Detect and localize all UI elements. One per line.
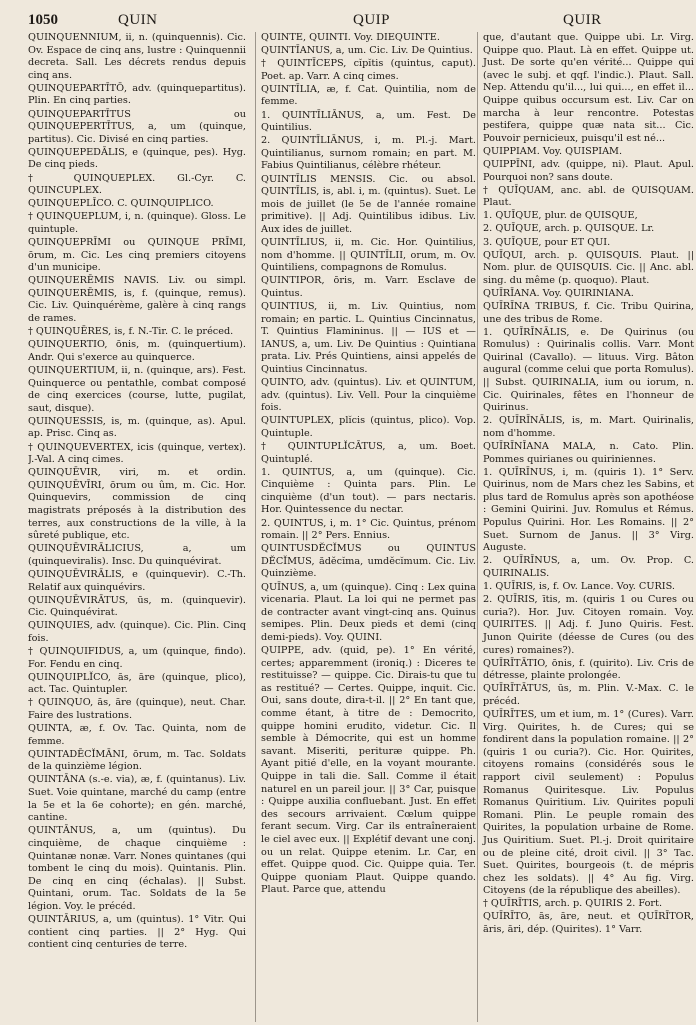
dictionary-entry: 2. QUINTĪLIĀNUS, i, m. Pl.-j. Mart. Quintilianus, surnom romain; en part. M. Fabius Quintilianus, célèbre rhéteur.	[261, 135, 476, 172]
column-middle	[255, 32, 476, 1022]
dictionary-entry: QUINTUSDĔCĬMUS ou QUINTUS DĔCĬMUS, ădĕcĭma, umdĕcĭmum. Cic. Liv. Quinzième.	[261, 543, 476, 580]
dictionary-entry: QUINQUIES, adv. (quinque). Cic. Plin. Cinq fois.	[28, 620, 246, 644]
dictionary-entry: QUĪQUI, arch. p. QUISQUIS. Plaut. || Nom. plur. de QUISQUIS. Cic. || Anc. abl. sing. du même (p. quoquo). Plaut.	[483, 249, 694, 286]
dictionary-entry: QUINQUIPLĬCO, ās, āre (quinque, plico), act. Tac. Quintupler.	[28, 671, 246, 696]
dictionary-entry: QUINQUĒVIRĀTUS, ūs, m. (quinquevir). Cic. Quinquévirat.	[28, 594, 246, 619]
dictionary-entry: † QUINQUIFIDUS, a, um (quinque, findo). For. Fendu en cinq.	[28, 646, 246, 670]
dictionary-entry: QUĪRĪTĀTIO, ōnis, f. (quirito). Liv. Cris de détresse, plainte prolongée.	[483, 657, 694, 682]
dictionary-entry: 1. QUINTĪLIĀNUS, a, um. Fest. De Quintilius.	[261, 109, 476, 134]
dictionary-entry: QUINTĪLIS MENSIS. Cic. ou absol. QUINTĪLIS, is, abl. i, m. (quintus). Suet. Le mois de juillet (le 5e de l'année romaine primitive). || Adj. Quintilibus idibus. Liv. Aux ides de juillet.	[261, 173, 476, 235]
dictionary-entry: QUINQUERTIUM, ii, n. (quinque, ars). Fest. Quinquerce ou pentathle, combat composé de cinq exercices (course, lutte, pugilat, saut, disque).	[28, 364, 246, 414]
dictionary-entry: QUINTĪLIA, æ, f. Cat. Quintilia, nom de femme.	[261, 83, 476, 108]
dictionary-entry: QUINTIPOR, ōris, m. Varr. Esclave de Quintus.	[261, 275, 476, 299]
dictionary-entry: QUINTA, æ, f. Ov. Tac. Quinta, nom de femme.	[28, 723, 246, 747]
dictionary-entry: † QUINQUEPLEX. Gl.-Cyr. C. QUINCUPLEX.	[28, 172, 246, 197]
dictionary-entry: † QUINQUEVERTEX, icis (quinque, vertex). J.-Val. A cinq cimes.	[28, 441, 246, 466]
dictionary-entry: 2. QUĪQUE, arch. p. QUISQUE. Lr.	[483, 223, 655, 235]
dictionary-entry: QUINQUEPARTĪTUS ou QUINQUEPERTĪTUS, a, um (quinque, partitus). Cic. Divisé en cinq parties.	[28, 108, 246, 145]
dictionary-entry: QUINQUĒVIRĀLIS, e (quinquevir). C.-Th. Relatif aux quinquévirs.	[28, 568, 246, 593]
dictionary-entry: QUINTĀRIUS, a, um (quintus). 1° Vitr. Qui contient cinq parties. || 2° Hyg. Qui contient cinq centuries de terre.	[28, 913, 246, 951]
dictionary-entry: que, d'autant que. Quippe ubi. Lr. Virg. Quippe quo. Plaut. Là en effet. Quippe ut. Just. De sorte qu'en vérité... Quippe qui (avec le subj. et qqf. l'indic.). Plaut. Sall. Nep. Attendu qu'il..., lui qui..., en effet il... Quippe quibus occursum est. Liv. Car on marcha à leur rencontre. Potestas pestifera, quippe quæ nata sit... Cic. Pouvoir pernicieux, puisqu'il est né...	[483, 32, 694, 144]
dictionary-entry: 1. QUĪRIS, is, f. Ov. Lance. Voy. CURIS.	[483, 581, 675, 593]
dictionary-entry: QUĪRĪTES, um et ium, m. 1° (Cures). Varr. Virg. Quirites, h. de Cures; qui se fondirent dans la population romaine. || 2° (quiris 1 ou curia?). Cic. Hor. Quirites, citoyens romains (considérés sous le rapport civil seulement) : Populus Romanus Quiritesque. Liv. Populus Romanus Quiritium. Liv. Quirites populi Romani. Plin. Le peuple romain des Quirites, la population urbaine de Rome. Jus Quiritium. Suet. Pl.-j. Droit quiritaire ou de pleine cité, droit civil. || 3° Tac. Suet. Quirites, bourgeois (t. de mépris chez les soldats). || 4° Au fig. Virg. Citoyens (de la république des abeilles).	[483, 708, 694, 897]
dictionary-entry: QUINQUĒVIR, viri, m. et ordin. QUINQUĒVĪRI, ōrum ou ûm, m. Cic. Hor. Quinquevirs, commission de cinq magistrats préposés à la distribution des terres, aux constructions de la ville, à la sûreté publique, etc.	[28, 467, 246, 542]
dictionary-entry: QUINTĀNUS, a, um (quintus). Du cinquième, de chaque cinquième : Quintanæ nonæ. Varr. Nones quintanes (qui tombent le cinq du mois). Quintanis. Plin. De cinq en cinq (échalas). || Subst. Quintani, orum. Tac. Soldats de la 5e légion. Voy. le précéd.	[28, 825, 246, 912]
dictionary-entry: 3. QUĪQUE, pour ET QUI.	[483, 236, 611, 248]
running-head-right: QUIR	[563, 12, 602, 28]
dictionary-entry: 2. QUĪRĪNUS, a, um. Ov. Prop. C. QUIRINALIS.	[483, 555, 694, 579]
dictionary-entry: QUINTE, QUINTI. Voy. DIEQUINTE.	[261, 32, 440, 43]
dictionary-entry: QUĪRĪTĀTUS, ūs, m. Plin. V.-Max. C. le précéd.	[483, 683, 694, 707]
dictionary-entry: 2. QUINTUS, i, m. 1° Cic. Quintus, prénom romain. || 2° Pers. Ennius.	[261, 517, 476, 542]
dictionary-entry: QUIPPIAM. Voy. QUISPIAM.	[483, 145, 623, 157]
dictionary-entry: QUĪRĪNĪANA MALA, n. Cato. Plin. Pommes quirianes ou quiriniennes.	[483, 441, 694, 465]
dictionary-entry: 1. QUĪRĪNĀLIS, e. De Quirinus (ou Romulus) : Quirinalis collis. Varr. Mont Quirinal (Cavallo). — lituus. Virg. Bâton augural (comme celui que porta Romulus). || Subst. QUIRINALIA, ium ou iorum, n. Cic. Quirinales, fêtes en l'honneur de Quirinus.	[483, 326, 694, 414]
dictionary-entry: QUINTUPLEX, plĭcis (quintus, plico). Vop. Quintuple.	[261, 415, 476, 439]
dictionary-entry: QUINTĪLIUS, ii, m. Cic. Hor. Quintilius, nom d'homme. || QUINTĪLII, orum, m. Ov. Quintiliens, compagnons de Romulus.	[261, 237, 476, 274]
dictionary-entry: QUĪRĪNA TRIBUS, f. Cic. Tribu Quirina, une des tribus de Rome.	[483, 300, 694, 325]
dictionary-entry: QUINTĀNA (s.-e. via), æ, f. (quintanus). Liv. Suet. Voie quintane, marché du camp (entre la 5e et la 6e cohorte); en gén. marché, cantine.	[28, 774, 246, 824]
column-left	[28, 32, 246, 1022]
dictionary-entry: QUIPPĪNI, adv. (quippe, ni). Plaut. Apul. Pourquoi non? sans doute.	[483, 158, 694, 183]
dictionary-entry: QUINQUEPEDĀLIS, e (quinque, pes). Hyg. De cinq pieds.	[28, 146, 246, 171]
dictionary-entry: QUINQUEPRĪMI ou QUINQUE PRĪMI, ōrum, m. Cic. Les cinq premiers citoyens d'un municipe.	[28, 237, 246, 274]
dictionary-entry: QUINQUERĒMIS NAVIS. Liv. ou simpl. QUINQUERĒMIS, is, f. (quinque, remus). Cic. Liv. Quinquérème, galère à cinq rangs de rames.	[28, 275, 246, 325]
dictionary-entry: QUINTO, adv. (quintus). Liv. et QUINTUM, adv. (quintus). Liv. Vell. Pour la cinquième fois.	[261, 377, 476, 414]
dictionary-entry: † QUĪRĪTIS, arch. p. QUIRIS 2. Fort.	[483, 898, 663, 910]
running-head-center: QUIP	[353, 12, 391, 28]
dictionary-entry: † QUINQUO, ās, āre (quinque), neut. Char. Faire des lustrations.	[28, 697, 246, 721]
dictionary-entry: QUINQUĒVIRĀLICIUS, a, um (quinqueviralis). Insc. Du quinquévirat.	[28, 543, 246, 567]
dictionary-entry: QUINTĪANUS, a, um. Cic. Liv. De Quintius.	[261, 45, 473, 57]
dictionary-entry: QUĪRĪANA. Voy. QUIRINIANA.	[483, 287, 634, 299]
dictionary-entry: 2. QUĪRĪNĀLIS, is, m. Mart. Quirinalis, nom d'homme.	[483, 415, 694, 439]
dictionary-entry: QUINQUEPLĪCO. C. QUINQUIPLICO.	[28, 198, 214, 210]
dictionary-entry: † QUINQUEPLUM, i, n. (quinque). Gloss. Le quintuple.	[28, 211, 246, 235]
page-number: 1050	[28, 12, 58, 28]
dictionary-entry: † QUINTUPLĬCĀTUS, a, um. Boet. Quintuplé.	[261, 441, 476, 465]
dictionary-entry: QUĪRĪTO, ās, āre, neut. et QUĪRĪTOR, āris, āri, dép. (Quirites). 1° Varr.	[483, 911, 694, 936]
dictionary-entry: 2. QUĪRIS, ītis, m. (quiris 1 ou Cures ou curia?). Hor. Juv. Citoyen romain. Voy. QUIRITES. || Adj. f. Juno Quiris. Fest. Junon Quirite (déesse de Cures (ou des cures) romaines?).	[483, 594, 694, 656]
dictionary-entry: QUINQUESSIS, is, m. (quinque, as). Apul. ap. Prisc. Cinq as.	[28, 415, 246, 440]
running-head-left: QUIN	[118, 12, 158, 28]
column-right	[477, 32, 694, 1022]
dictionary-entry: QUINQUENNIUM, ii, n. (quinquennis). Cic. Ov. Espace de cinq ans, lustre : Quinquennii decreta. Sall. Les décrets rendus depuis cinq ans.	[28, 32, 246, 81]
dictionary-entry: QUINQUEPARTĪTŌ, adv. (quinquepartitus). Plin. En cinq parties.	[28, 82, 246, 107]
page-header	[0, 6, 696, 32]
dictionary-entry: QUINTADĒCĬMĀNI, ōrum, m. Tac. Soldats de la quinzième légion.	[28, 748, 246, 773]
dictionary-entry: † QUĪQUAM, anc. abl. de QUISQUAM. Plaut.	[483, 184, 694, 209]
dictionary-entry: QUĪNUS, a, um (quinque). Cinq : Lex quina vicenaria. Plaut. La loi qui ne permet pas de contracter avant vingt-cinq ans. Quinus semipes. Plin. Deux pieds et demi (cinq demi-pieds). Voy. QUINI.	[261, 581, 476, 643]
dictionary-entry: 1. QUINTUS, a, um (quinque). Cic. Cinquième : Quinta pars. Plin. Le cinquième (d'un tout). — pars nectaris. Hor. Quintessence du nectar.	[261, 466, 476, 516]
dictionary-entry: 1. QUĪRĪNUS, i, m. (quiris 1). 1° Serv. Quirinus, nom de Mars chez les Sabins, et plus tard de Romulus après son apothéose : Gemini Quirini. Juv. Romulus et Rémus. Populus Quirini. Hor. Les Romains. || 2° Suet. Surnom de Janus. || 3° Virg. Auguste.	[483, 466, 694, 554]
dictionary-entry: † QUINQUĒRES, is, f. N.-Tir. C. le préced.	[28, 326, 234, 338]
dictionary-entry: 1. QUĪQUE, plur. de QUISQUE,	[483, 210, 638, 222]
dictionary-entry: QUINTIUS, ii, m. Liv. Quintius, nom romain; en partic. L. Quintius Cincinnatus, T. Quintius Flamininus. || — IUS et — IANUS, a, um. Liv. De Quintius : Quintiana prata. Liv. Prés Quintiens, ainsi appelés de Quintius Cincinnatus.	[261, 300, 476, 375]
dictionary-entry: QUIPPE, adv. (quid, pe). 1° En vérité, certes; apparemment (ironiq.) : Diceres te restituisse? — quippe. Cic. Dirais-tu que tu as restitué? — Certes. Quippe, inquit. Cic. Oui, sans doute, dira-t-il. || 2° En tant que, comme étant, à titre de : Democrito, quippe homini erudito, videtur. Cic. Il semble à Démocrite, qui est un homme savant. Miseriti, perituræ quippe. Ph. Ayant pitié d'elle, en la voyant mourante. Quippe in tali die. Sall. Comme il était naturel en un pareil jour. || 3° Car, puisque : Quippe auxilia confluebant. Just. En effet des secours arrivaient. Cœlum quippe ferant secum. Virg. Car ils entraîneraient le ciel avec eux. || Explétif devant une conj. ou un relat. Quippe etenim. Lr. Car, en effet. Quippe quod. Cic. Quippe quia. Ter. Quippe quoniam Plaut. Quippe quando. Plaut. Parce que, attendu	[261, 645, 476, 896]
dictionary-entry: † QUINTĪCEPS, cĭpĭtis (quintus, caput). Poet. ap. Varr. A cinq cimes.	[261, 58, 476, 82]
dictionary-entry: QUINQUERTIO, ōnis, m. (quinquertium). Andr. Qui s'exerce au quinquerce.	[28, 339, 246, 363]
